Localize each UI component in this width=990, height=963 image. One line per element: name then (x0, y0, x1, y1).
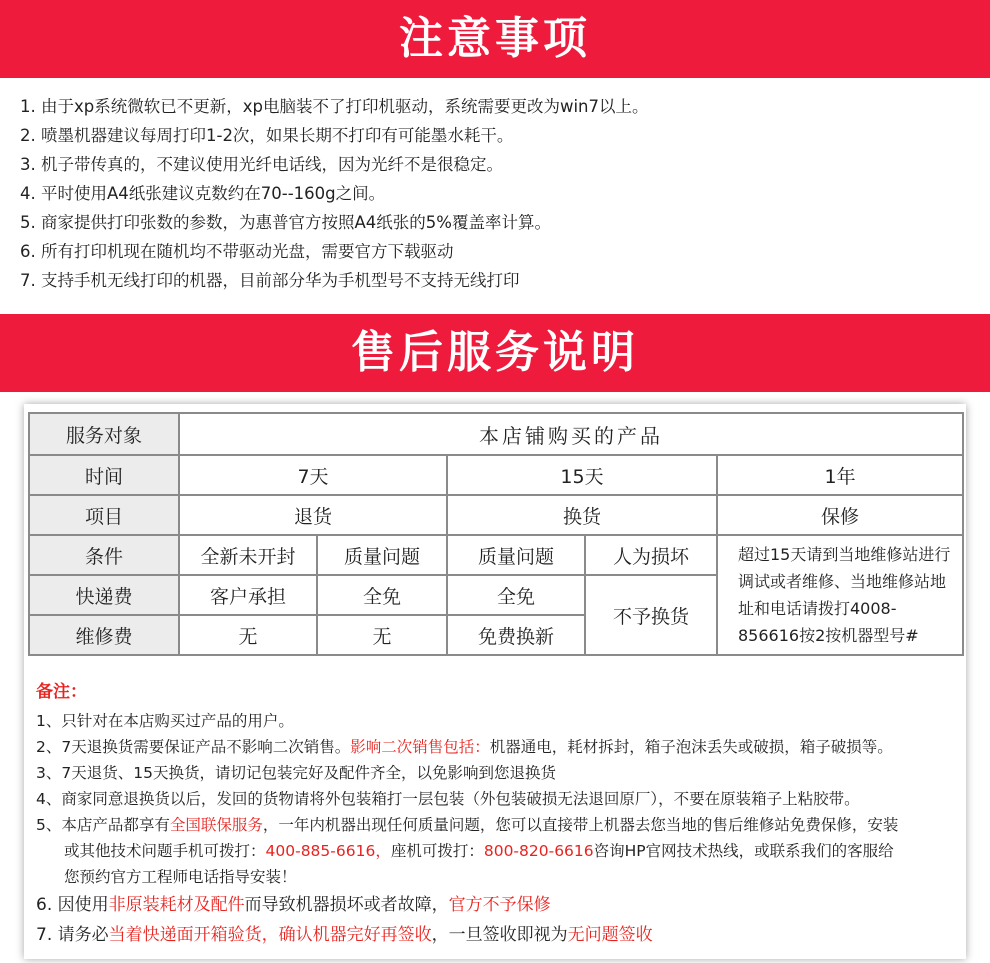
warranty-description: 超过15天请到当地维修站进行调试或者维修、当地维修站地址和电话请拨打4008-856616按2按机器型号# (717, 535, 963, 655)
notice-item: 5. 商家提供打印张数的参数，为惠普官方按照A4纸张的5%覆盖率计算。 (20, 213, 551, 232)
notice-banner (0, 0, 990, 78)
table-cell: 全新未开封 (179, 535, 317, 575)
table-cell: 无 (317, 615, 447, 655)
remark-text: 3、7天退货、15天换货，请切记包装完好及配件齐全，以免影响到您退换货 (36, 764, 556, 782)
notice-item: 7. 支持手机无线打印的机器，目前部分华为手机型号不支持无线打印 (20, 271, 520, 290)
table-cell: 人为损坏 (585, 535, 717, 575)
table-cell: 换货 (447, 495, 717, 535)
remark-text: 或其他技术问题手机可拨打： (64, 842, 266, 860)
remark-line (36, 838, 961, 864)
service-table (28, 412, 964, 656)
remark-text: ，一年内机器出现任何质量问题，您可以直接带上机器去您当地的售后维修站免费保修，安装 (262, 816, 899, 834)
remark-text: 咨询HP官网技术热线，或联系我们的客服给 (593, 842, 894, 860)
row-label: 快递费 (29, 575, 179, 615)
remark-line (36, 812, 961, 838)
table-cell: 全免 (447, 575, 585, 615)
remark-text: 1、只针对在本店购买过产品的用户。 (36, 712, 294, 730)
notice-item: 2. 喷墨机器建议每周打印1-2次，如果长期不打印有可能墨水耗干。 (20, 126, 514, 145)
landline-number: 800-820-6616 (483, 842, 594, 860)
remark-highlight: 官方不予保修 (448, 895, 551, 915)
remark-line (36, 734, 961, 760)
notice-item: 3. 机子带传真的，不建议使用光纤电话线，因为光纤不是很稳定。 (20, 155, 503, 174)
remark-highlight: 当着快递面开箱验货，确认机器完好再签收 (108, 925, 432, 945)
remark-line (36, 786, 961, 812)
remark-text: 座机可拨打： (390, 842, 484, 860)
row-label: 维修费 (29, 615, 179, 655)
after-sales-title: 售后服务说明 (351, 327, 639, 378)
notice-item: 1. 由于xp系统微软已不更新，xp电脑装不了打印机驱动，系统需要更改为win7以上。 (20, 97, 649, 116)
remark-highlight: 影响二次销售包括： (350, 738, 490, 756)
remark-highlight: 无问题签收 (567, 925, 653, 945)
after-sales-panel (24, 404, 966, 959)
row-label: 服务对象 (29, 413, 179, 455)
after-sales-banner (0, 314, 990, 392)
table-row (29, 535, 963, 575)
remarks-title: 备注： (36, 682, 87, 702)
remark-line (36, 920, 961, 950)
table-cell: 退货 (179, 495, 447, 535)
remark-text: 机器通电，耗材拆封，箱子泡沫丢失或破损，箱子破损等。 (489, 738, 893, 756)
remark-text: ，一旦签收即视为 (431, 925, 568, 945)
notice-item: 4. 平时使用A4纸张建议克数约在70--160g之间。 (20, 184, 386, 203)
table-cell: 全免 (317, 575, 447, 615)
remark-text: 您预约官方工程师电话指导安装！ (64, 868, 297, 886)
table-cell: 本店铺购买的产品 (179, 413, 963, 455)
remark-line (36, 890, 961, 920)
remark-text: 而导致机器损坏或者故障， (244, 895, 449, 915)
remark-text: 5、本店产品都享有 (36, 816, 170, 834)
notice-item: 6. 所有打印机现在随机均不带驱动光盘，需要官方下载驱动 (20, 242, 454, 261)
notice-title: 注意事项 (399, 13, 591, 64)
table-cell: 1年 (717, 455, 963, 495)
row-label: 时间 (29, 455, 179, 495)
table-cell: 客户承担 (179, 575, 317, 615)
remark-text: 7. 请务必 (36, 925, 109, 945)
table-cell: 7天 (179, 455, 447, 495)
table-cell: 不予换货 (585, 575, 717, 655)
table-cell: 免费换新 (447, 615, 585, 655)
table-cell: 无 (179, 615, 317, 655)
table-row (29, 413, 963, 455)
table-row (29, 455, 963, 495)
remark-line (36, 760, 961, 786)
table-cell: 保修 (717, 495, 963, 535)
table-row (29, 495, 963, 535)
remark-highlight: 非原装耗材及配件 (108, 895, 245, 915)
remark-text: 4、商家同意退换货以后，发回的货物请将外包装箱打一层包装（外包装破损无法退回原厂），不要在原装箱子上粘胶带。 (36, 790, 860, 808)
remark-line (36, 708, 961, 734)
table-cell: 质量问题 (447, 535, 585, 575)
remark-highlight: 全国联保服务 (169, 816, 263, 834)
table-cell: 15天 (447, 455, 717, 495)
notice-list (0, 78, 990, 314)
row-label: 条件 (29, 535, 179, 575)
row-label: 项目 (29, 495, 179, 535)
table-cell: 质量问题 (317, 535, 447, 575)
remarks-section (36, 676, 961, 950)
remark-line (36, 864, 961, 890)
remark-text: 2、7天退换货需要保证产品不影响二次销售。 (36, 738, 351, 756)
remark-text: 6. 因使用 (36, 895, 109, 915)
hotline-number: 400-885-6616， (265, 842, 391, 860)
